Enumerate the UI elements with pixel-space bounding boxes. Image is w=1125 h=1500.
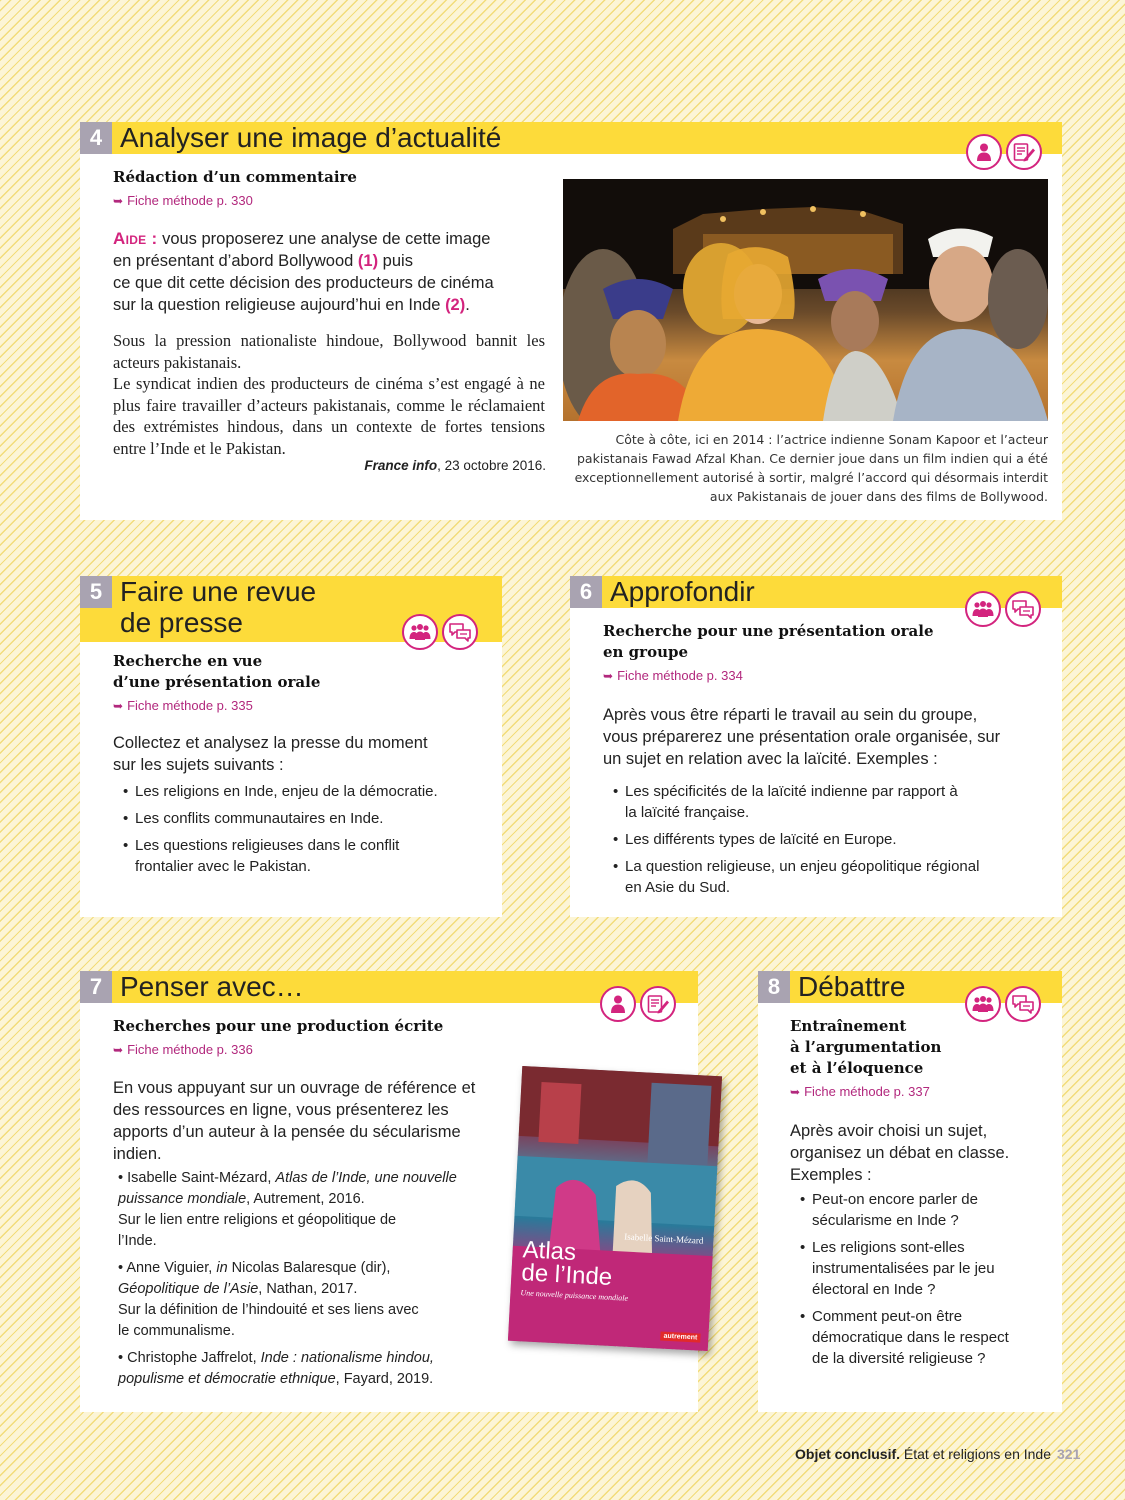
individual-work-icon (966, 134, 1002, 170)
section-8-title: Débattre (798, 971, 906, 1002)
section-4-aide (113, 228, 553, 316)
reference-title: Atlas de l’Inde, une nouvelle puissance mondiale (118, 1170, 457, 1207)
reference-item: • Christophe Jaffrelot, Inde : nationalisme hindou, populisme et démocratie ethnique, Fayard, 2019. (118, 1350, 434, 1387)
section-7-method-label: Fiche méthode p. 336 (127, 1042, 253, 1057)
reference-in: in (216, 1260, 228, 1276)
oral-icon (1005, 986, 1041, 1022)
section-8-subtitle (790, 1016, 941, 1079)
aide-line-3: ce que dit cette décision des producteurs de cinéma (113, 274, 494, 292)
writing-icon (1006, 134, 1042, 170)
section-6-method-label: Fiche méthode p. 334 (617, 668, 743, 683)
section-6-intro: Après vous être réparti le travail au sein du groupe, vous préparerez une présentation orale organisée, sur un sujet en relation avec la laïcité. Exemples : (603, 706, 1001, 768)
section-8-subtitle-line-3: et à l’éloquence (790, 1059, 924, 1077)
section-6-method-link[interactable] (603, 668, 743, 683)
section-7-card (80, 971, 704, 1412)
list-item-text: Les spécificités de la laïcité indienne par rapport à la laïcité française. (625, 783, 958, 821)
reference-author: Isabelle Saint-Mézard, (127, 1170, 276, 1186)
section-8-icons (965, 986, 1041, 1022)
group-work-icon (965, 986, 1001, 1022)
list-item-text: Comment peut-on être démocratique dans le respect de la diversité religieuse ? (812, 1308, 1009, 1367)
section-7-number: 7 (80, 971, 112, 1003)
section-8-subtitle-line-2: à l’argumentation (790, 1038, 942, 1056)
section-5-number: 5 (80, 576, 112, 608)
book-cover (508, 1066, 722, 1351)
list-item-text: Les différents types de laïcité en Europe. (625, 831, 897, 848)
section-6-icons (965, 591, 1041, 627)
list-item-text: Peut-on encore parler de sécularisme en Inde ? (812, 1191, 978, 1229)
book-subtitle: Une nouvelle puissance mondiale (520, 1288, 629, 1303)
section-5-icons (402, 614, 478, 650)
list-item: • Comment peut-on être démocratique dans le respect de la diversité religieuse ? (800, 1306, 1040, 1369)
section-7-title: Penser avec… (120, 971, 304, 1002)
aide-line-4: sur la question religieuse aujourd’hui en Inde (113, 296, 446, 314)
list-item-text: Les religions en Inde, enjeu de la démocratie. (135, 783, 438, 800)
section-5-card (80, 576, 502, 917)
section-5-intro: Collectez et analysez la presse du moment sur les sujets suivants : (113, 734, 428, 774)
section-4-article (113, 330, 545, 459)
list-item: • Les conflits communautaires en Inde. (123, 810, 384, 827)
section-4-number: 4 (80, 122, 112, 154)
section-8-number: 8 (758, 971, 790, 1003)
reference-1: (1) (357, 252, 379, 270)
list-item: • La question religieuse, un enjeu géopolitique régional en Asie du Sud. (613, 856, 1013, 898)
reference-note: Sur le lien entre religions et géopolitique de l’Inde. (118, 1212, 397, 1249)
writing-icon (640, 986, 676, 1022)
section-5-method-link[interactable] (113, 698, 253, 713)
section-4-method-link[interactable] (113, 193, 253, 208)
section-5-title-line-2: de presse (120, 607, 243, 638)
reference-publisher: , Autrement, 2016. (246, 1191, 365, 1207)
book-title-line-2: de l’Inde (520, 1259, 613, 1291)
reference-item: • Anne Viguier, in Nicolas Balaresque (dir), Géopolitique de l’Asie, Nathan, 2017. Sur la définition de l’hindouité et ses liens avec le communalisme. (118, 1258, 498, 1342)
reference-title: Inde : nationalisme hindou, populisme et démocratie ethnique (118, 1350, 434, 1387)
reference-title: Géopolitique de l’Asie (118, 1281, 259, 1297)
reference-author: Christophe Jaffrelot, (127, 1350, 261, 1366)
reference-2: (2) (445, 296, 466, 314)
method-arrow-icon: ➥ (113, 194, 124, 208)
reference-editor: Nicolas Balaresque (dir), (227, 1260, 391, 1276)
method-arrow-icon: ➥ (113, 699, 124, 713)
section-4-method-label: Fiche méthode p. 330 (127, 193, 253, 208)
footer-text: État et religions en Inde (900, 1446, 1052, 1462)
section-8-method-link[interactable] (790, 1084, 930, 1099)
section-4-card (80, 122, 1062, 520)
list-item-text: Les questions religieuses dans le conflit frontalier avec le Pakistan. (135, 837, 400, 875)
section-6-bullets (613, 781, 1013, 904)
section-7-icons (600, 986, 676, 1022)
list-item: • Les religions sont-elles instrumentalisées par le jeu électoral en Inde ? (800, 1237, 1040, 1300)
section-6-subtitle-line-1: Recherche pour une présentation orale (603, 622, 934, 640)
group-work-icon (402, 614, 438, 650)
section-5-method-label: Fiche méthode p. 335 (127, 698, 253, 713)
book-title-line-1: Atlas (522, 1236, 577, 1267)
footer-label: Objet conclusif. (795, 1446, 901, 1462)
section-6-title: Approfondir (610, 576, 755, 607)
page-number: 321 (1057, 1446, 1081, 1462)
book-cover-illustration (508, 1066, 722, 1351)
section-5-title-line-1: Faire une revue (120, 576, 317, 607)
book-author: Isabelle Saint-Mézard (624, 1231, 704, 1246)
section-5-bullets (123, 781, 473, 883)
section-8-method-label: Fiche méthode p. 337 (804, 1084, 930, 1099)
method-arrow-icon: ➥ (603, 669, 614, 683)
section-5-subtitle-line-1: Recherche en vue (113, 652, 263, 670)
list-item: • Les spécificités de la laïcité indienne par rapport à la laïcité française. (613, 781, 1013, 823)
reference-author: Anne Viguier, (126, 1260, 217, 1276)
section-5-subtitle (113, 651, 320, 693)
section-8-card (758, 971, 1062, 1412)
list-item-text: Les religions sont-elles instrumentalisées par le jeu électoral en Inde ? (812, 1239, 995, 1298)
aide-label: Aide : (113, 229, 158, 248)
news-photo-caption: Côte à côte, ici en 2014 : l’actrice indienne Sonam Kapoor et l’acteur pakistanais Fawad Afzal Khan. Ce dernier joue dans un film indien qui a été exceptionnellement autorisé à sortir, malgré l’accord qui désormais interdit aux Pakistanais de jouer dans des films de Bollywood. (574, 432, 1048, 504)
section-6-subtitle (603, 621, 934, 663)
page-footer (795, 1446, 1080, 1462)
section-4-icons (966, 134, 1042, 170)
section-6-card (570, 576, 1062, 917)
book-publisher: autrement (660, 1332, 700, 1343)
oral-icon (442, 614, 478, 650)
section-8-intro: Après avoir choisi un sujet, organisez un débat en classe. Exemples : (790, 1122, 1010, 1184)
method-arrow-icon: ➥ (790, 1085, 801, 1099)
section-4-source (364, 458, 546, 473)
section-6-number: 6 (570, 576, 602, 608)
list-item: • Les différents types de laïcité en Europe. (613, 831, 897, 848)
list-item-text: La question religieuse, un enjeu géopolitique régional en Asie du Sud. (625, 858, 980, 896)
section-7-references (118, 1168, 498, 1390)
oral-icon (1005, 591, 1041, 627)
book-title (521, 1238, 614, 1289)
aide-line-4-end: . (465, 296, 470, 314)
section-7-method-link[interactable] (113, 1042, 253, 1057)
aide-line-2: en présentant d’abord Bollywood (113, 252, 358, 270)
source-title: France info (364, 458, 438, 473)
article-paragraph-2: Le syndicat indien des producteurs de cinéma s’est engagé à ne plus faire travailler d’acteurs pakistanais, comme le réclamaient des extrémistes hindous, dans un contexte de fortes tensions entre l’Inde et le Pakistan. (113, 374, 545, 458)
reference-publisher: , Fayard, 2019. (335, 1371, 434, 1387)
group-work-icon (965, 591, 1001, 627)
list-item: • Peut-on encore parler de sécularisme en Inde ? (800, 1189, 1040, 1231)
section-8-subtitle-line-1: Entraînement (790, 1017, 907, 1035)
article-paragraph-1: Sous la pression nationaliste hindoue, Bollywood bannit les acteurs pakistanais. (113, 331, 545, 372)
list-item-text: Les conflits communautaires en Inde. (135, 810, 384, 827)
section-5-subtitle-line-2: d’une présentation orale (113, 673, 321, 691)
section-7-subtitle: Recherches pour une production écrite (113, 1017, 444, 1035)
aide-line-2-end: puis (378, 252, 413, 270)
reference-note: Sur la définition de l’hindouité et ses liens avec le communalisme. (118, 1302, 419, 1339)
news-photo-illustration (563, 179, 1048, 421)
source-date: , 23 octobre 2016. (437, 458, 546, 473)
list-item: • Les religions en Inde, enjeu de la démocratie. (123, 783, 438, 800)
section-8-bullets (800, 1189, 1040, 1375)
section-4-title: Analyser une image d’actualité (120, 122, 502, 153)
section-6-subtitle-line-2: en groupe (603, 643, 689, 661)
section-4-subtitle: Rédaction d’un commentaire (113, 168, 357, 186)
news-photo (563, 179, 1048, 421)
aide-line-1: vous proposerez une analyse de cette image (162, 230, 491, 248)
section-7-intro: En vous appuyant sur un ouvrage de référence et des ressources en ligne, vous présenterez les apports d’un auteur à la pensée du sécularisme indien. (113, 1079, 476, 1163)
list-item: • Les questions religieuses dans le conflit frontalier avec le Pakistan. (123, 835, 473, 877)
reference-publisher: , Nathan, 2017. (258, 1281, 358, 1297)
individual-work-icon (600, 986, 636, 1022)
reference-item: • Isabelle Saint-Mézard, Atlas de l’Inde, une nouvelle puissance mondiale, Autrement, 2016. Sur le lien entre religions et géopolitique de l’Inde. (118, 1168, 498, 1252)
method-arrow-icon: ➥ (113, 1043, 124, 1057)
